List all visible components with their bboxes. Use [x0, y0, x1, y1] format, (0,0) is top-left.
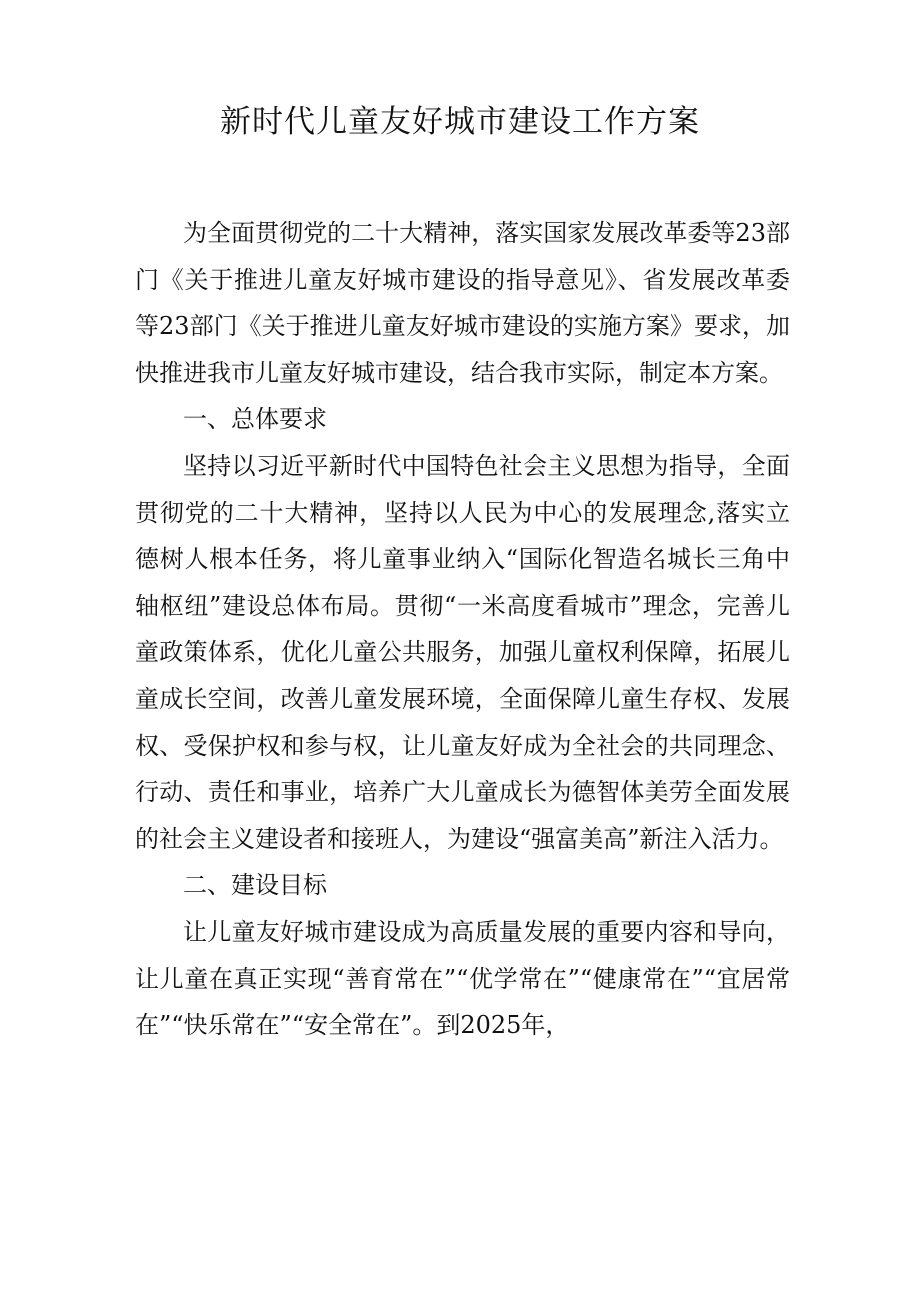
intro-paragraph: 为全面贯彻党的二十大精神，落实国家发展改革委等23部门《关于推进儿童友好城市建设的指导意见》、省发展改革委等23部门《关于推进儿童友好城市建设的实施方案》要求，加快推进我市儿童友好城市建设，结合我市实际，制定本方案。 — [135, 219, 790, 387]
section-heading-general-requirements: 一、总体要求 — [183, 405, 327, 434]
document-body — [135, 210, 790, 1049]
general-requirements-paragraph: 坚持以习近平新时代中国特色社会主义思想为指导，全面贯彻党的二十大精神，坚持以人民为中心的发展理念,落实立德树人根本任务，将儿童事业纳入“国际化智造名城长三角中轴枢纽”建设总体布局。贯彻“一米高度看城市”理念，完善儿童政策体系，优化儿童公共服务，加强儿童权利保障，拓展儿童成长空间，改善儿童发展环境，全面保障儿童生存权、发展权、受保护权和参与权，让儿童友好成为全社会的共同理念、行动、责任和事业，培养广大儿童成长为德智体美劳全面发展的社会主义建设者和接班人，为建设“强富美高”新注入活力。 — [135, 451, 790, 853]
section-heading-construction-goals: 二、建设目标 — [183, 871, 327, 900]
construction-goals-paragraph: 让儿童友好城市建设成为高质量发展的重要内容和导向，让儿童在真正实现“善育常在”“优学常在”“健康常在”“宜居常在”“快乐常在”“安全常在”。到2025年， — [135, 917, 790, 1040]
document-title: 新时代儿童友好城市建设工作方案 — [220, 104, 700, 140]
